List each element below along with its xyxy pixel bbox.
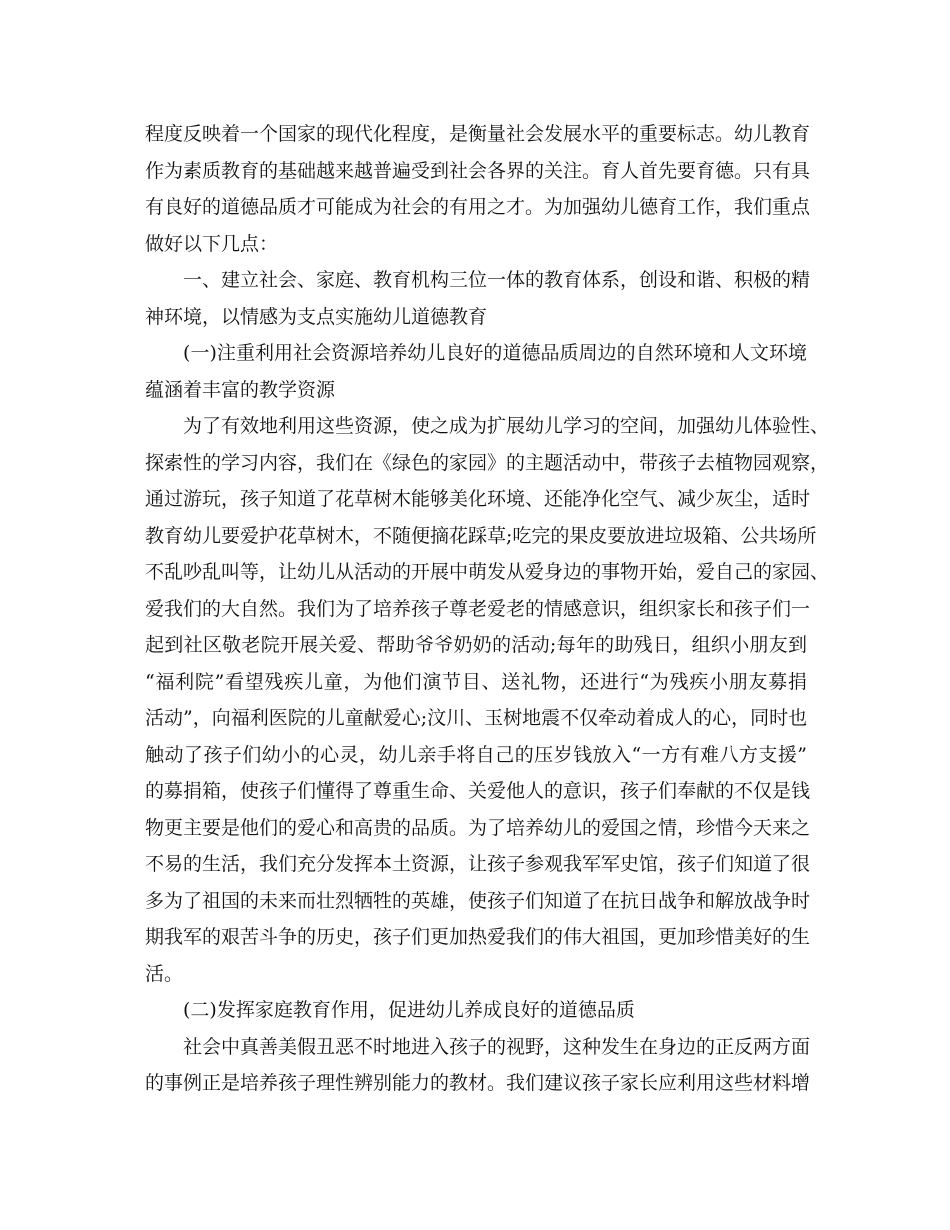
text-line: 探索性的学习内容，我们在《绿色的家园》的主题活动中，带孩子去植物园观察， <box>145 451 830 474</box>
text-line: 程度反映着一个国家的现代化程度，是衡量社会发展水平的重要标志。幼儿教育 <box>145 123 811 145</box>
text-line: “福利院”看望残疾儿童，为他们演节目、送礼物，还进行“为残疾小朋友募捐 <box>145 670 807 693</box>
text-line: 神环境，以情感为支点实施幼儿道德教育 <box>145 305 488 328</box>
text-line: 的事例正是培养孩子理性辨别能力的教材。我们建议孩子家长应利用这些材料增 <box>145 1072 811 1094</box>
text-line: (一)注重利用社会资源培养幼儿良好的道德品质周边的自然环境和人文环境 <box>183 342 807 364</box>
text-line: 做好以下几点： <box>145 232 279 255</box>
text-line: 为了有效地利用这些资源，使之成为扩展幼儿学习的空间，加强幼儿体验性、 <box>183 415 830 437</box>
text-line: 有良好的道德品质才可能成为社会的有用之才。为加强幼儿德育工作，我们重点 <box>145 196 811 218</box>
text-line: 多为了祖国的未来而壮烈牺牲的英雄，使孩子们知道了在抗日战争和解放战争时 <box>145 889 811 912</box>
text-line: 的募捐箱，使孩子们懂得了尊重生命、关爱他人的意识，孩子们奉献的不仅是钱 <box>145 780 811 802</box>
text-line: 活。 <box>145 962 184 985</box>
text-line: 物更主要是他们的爱心和高贵的品质。为了培养幼儿的爱国之情，珍惜今天来之 <box>145 816 811 839</box>
text-line: 触动了孩子们幼小的心灵，幼儿亲手将自己的压岁钱放入“一方有难八方支援” <box>145 743 807 766</box>
text-line: 起到社区敬老院开展关爱、帮助爷爷奶奶的活动;每年的助残日，组织小朋友到 <box>145 634 807 656</box>
text-line: 不乱吵乱叫等，让幼儿从活动的开展中萌发从爱身边的事物开始，爱自己的家园、 <box>145 561 830 583</box>
text-line: 不易的生活，我们充分发挥本土资源，让孩子参观我军军史馆，孩子们知道了很 <box>145 853 811 875</box>
text-line: 通过游玩，孩子知道了花草树木能够美化环境、还能净化空气、减少灰尘，适时 <box>145 488 811 510</box>
text-line: (二)发挥家庭教育作用，促进幼儿养成良好的道德品质 <box>183 999 635 1021</box>
text-line: 蕴涵着丰富的教学资源 <box>145 378 336 401</box>
text-line: 作为素质教育的基础越来越普遍受到社会各界的关注。育人首先要育德。只有具 <box>145 159 811 182</box>
text-line: 期我军的艰苦斗争的历史，孩子们更加热爱我们的伟大祖国，更加珍惜美好的生 <box>145 926 811 948</box>
text-line: 社会中真善美假丑恶不时地进入孩子的视野，这种发生在身边的正反两方面 <box>183 1035 811 1058</box>
text-line: 教育幼儿要爱护花草树木，不随便摘花踩草;吃完的果皮要放进垃圾箱、公共场所 <box>145 524 817 547</box>
text-line: 一、建立社会、家庭、教育机构三位一体的教育体系，创设和谐、积极的精 <box>183 269 811 291</box>
text-line: 爱我们的大自然。我们为了培养孩子尊老爱老的情感意识，组织家长和孩子们一 <box>145 597 811 620</box>
document-body <box>145 116 830 1102</box>
text-line: 活动”，向福利医院的儿童献爱心;汶川、玉树地震不仅牵动着成人的心，同时也 <box>145 707 808 729</box>
